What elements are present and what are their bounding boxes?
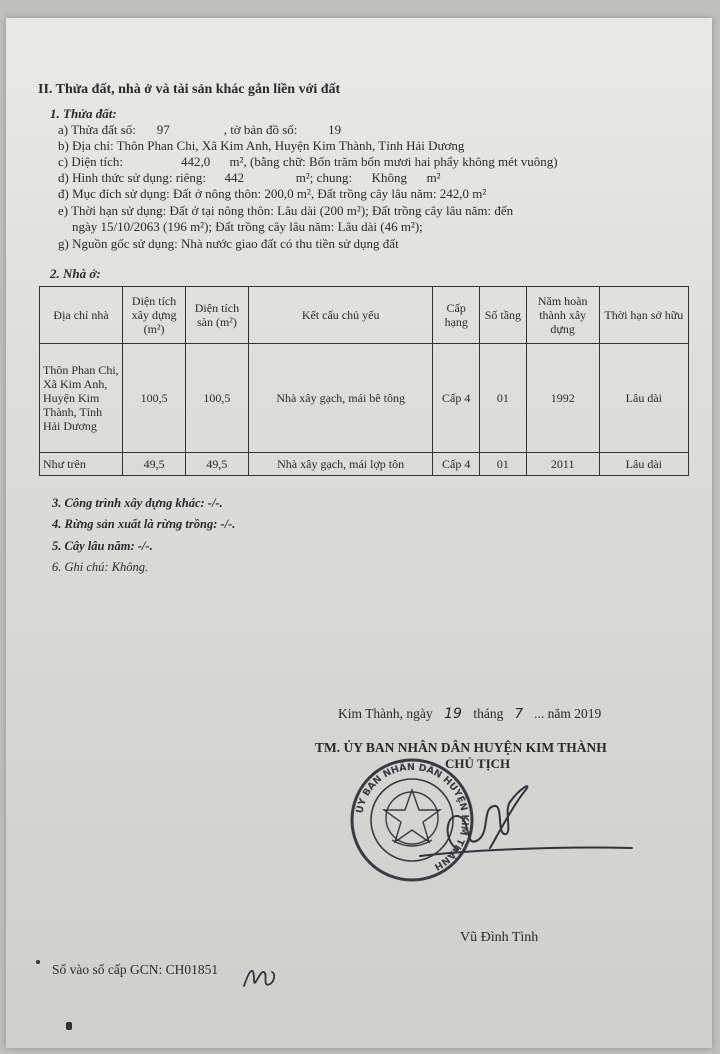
header-cell: Cấp hạng — [433, 287, 480, 344]
header-cell: Số tầng — [480, 287, 527, 344]
table-row — [40, 344, 689, 453]
table-cell: Cấp 4 — [433, 453, 480, 476]
signer-role: CHỦ TỊCH — [445, 756, 511, 771]
seal-text: ỦY BAN NHÂN DÂN HUYỆN KIM THÀNH — [354, 761, 471, 873]
registry-initials-icon — [240, 960, 280, 996]
usage-form-line — [58, 170, 441, 186]
production-forest: 4. Rừng sản xuất là rừng trồng: -/-. — [52, 517, 236, 531]
place-date: Kim Thành, ngày 19 tháng 7 ... năm 2019 — [338, 706, 602, 722]
table-cell: 2011 — [526, 453, 599, 476]
table-row — [40, 453, 689, 476]
header-cell: Thời hạn sở hữu — [599, 287, 688, 344]
ink-mark — [36, 960, 40, 964]
common-label: m²; chung: — [295, 170, 353, 185]
table-cell: 01 — [480, 344, 527, 453]
table-cell: Lâu dài — [599, 453, 688, 476]
table-cell: Lâu dài — [599, 344, 688, 453]
area-line — [58, 154, 558, 170]
other-structures: 3. Công trình xây dựng khác: -/-. — [52, 496, 223, 510]
header-cell: Năm hoàn thành xây dựng — [526, 287, 599, 344]
month-label: tháng — [473, 706, 504, 721]
table-cell: 1992 — [526, 344, 599, 453]
registry-label: Số vào sổ cấp GCN: — [52, 962, 163, 977]
area-value: 442,0 — [180, 154, 211, 169]
table-cell: Cấp 4 — [433, 344, 480, 453]
handwritten-signature-icon — [400, 778, 640, 868]
term-line-1: e) Thời hạn sử dụng: Đất ở tại nông thôn: Lâu dài (200 m²); Đất trồng cây lâu năm: đến — [58, 203, 514, 218]
sign-month: 7 — [514, 706, 524, 722]
common-area: Không — [371, 170, 407, 185]
registry-line — [52, 962, 218, 978]
year-label: năm 2019 — [547, 706, 602, 721]
term-line-2: ngày 15/10/2063 (196 m²); Đất trồng cây lâu năm: Lâu dài (46 m²); — [72, 219, 423, 234]
issuing-authority: TM. ỦY BAN NHÂN DÂN HUYỆN KIM THÀNH — [315, 740, 607, 755]
parcel-line — [58, 122, 369, 138]
table-cell: 01 — [480, 453, 527, 476]
notes: 6. Ghi chú: Không. — [52, 560, 149, 574]
section-title: II. Thửa đất, nhà ở và tài sản khác gắn liền với đất — [38, 82, 341, 97]
table-cell: Nhà xây gạch, mái lợp tôn — [248, 453, 433, 476]
purpose-line: đ) Mục đích sử dụng: Đất ở nông thôn: 200,0 m², Đất trồng cây lâu năm: 242,0 m² — [58, 186, 487, 201]
map-sheet-number: 19 — [328, 122, 342, 137]
sign-day: 19 — [444, 706, 462, 722]
table-cell: 49,5 — [186, 453, 249, 476]
origin-line: g) Nguồn gốc sử dụng: Nhà nước giao đất có thu tiền sử dụng đất — [58, 236, 399, 251]
header-cell: Địa chỉ nhà — [40, 287, 123, 344]
address-line: b) Địa chỉ: Thôn Phan Chi, Xã Kim Anh, Huyện Kim Thành, Tỉnh Hải Dương — [58, 138, 465, 153]
parcel-label: a) Thửa đất số: — [58, 122, 136, 137]
house-table — [39, 286, 689, 476]
table-cell: 49,5 — [123, 453, 186, 476]
table-cell: Nhà xây gạch, mái bê tông — [248, 344, 433, 453]
table-cell: Thôn Phan Chi, Xã Kim Anh, Huyện Kim Thành, Tỉnh Hải Dương — [40, 344, 123, 453]
common-unit: m² — [426, 170, 441, 185]
ink-mark — [66, 1022, 72, 1030]
signer-name: Vũ Đình Tình — [460, 930, 539, 945]
table-cell: 100,5 — [186, 344, 249, 453]
registry-number: CH01851 — [165, 962, 219, 977]
table-cell: 100,5 — [123, 344, 186, 453]
header-cell: Kết cấu chủ yếu — [248, 287, 433, 344]
header-cell: Diện tích xây dựng (m²) — [123, 287, 186, 344]
parcel-number: 97 — [156, 122, 170, 137]
area-in-words: m², (bằng chữ: Bốn trăm bốn mươi hai phẩy không mét vuông) — [229, 154, 558, 169]
table-header-row — [40, 287, 689, 344]
place-date-prefix: Kim Thành, ngày — [338, 706, 433, 721]
map-sheet-label: , tờ bản đồ số: — [223, 122, 298, 137]
house-heading: 2. Nhà ở: — [50, 266, 101, 281]
usage-form-label: d) Hình thức sử dụng: riêng: — [58, 170, 207, 185]
perennial-trees: 5. Cây lâu năm: -/-. — [52, 539, 153, 553]
header-cell: Diện tích sàn (m²) — [186, 287, 249, 344]
private-area: 442 — [224, 170, 245, 185]
area-label: c) Diện tích: — [58, 154, 123, 169]
land-heading: 1. Thửa đất: — [50, 106, 117, 121]
table-cell: Như trên — [40, 453, 123, 476]
